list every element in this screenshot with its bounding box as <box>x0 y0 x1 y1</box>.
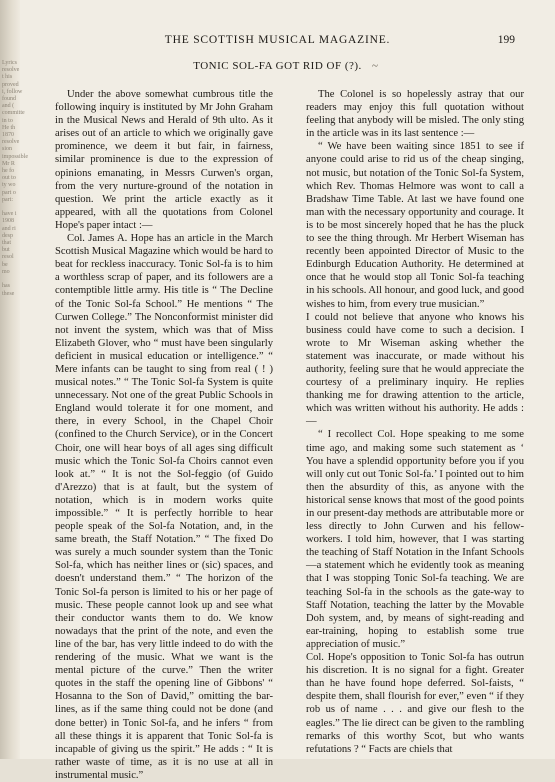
article-title: TONIC SOL-FA GOT RID OF (?). <box>193 60 362 72</box>
right-paragraph: “ I recollect Col. Hope speaking to me some time ago, and making some such statement as ‘ You have a splendid opportunity before you if you will only cut out Tonic Sol-fa.’ I pointed out to him then the absurdity of this, as anyone with the historical sense knows that most of the good points in our present-day methods are attributable more or less directly to John Curwen and his fellow-workers. I told him, however, that I was starting the teaching of Staff Notation in the Infant Schools—a statement which he evidently took as meaning that I was stopping Tonic Sol-fa teaching. We are teaching Sol-fa in the schools as the gate-way to Staff Notation, teaching the latter by the Movable Doh system, and, by means of sight-reading and ear-training, hoping to establish some true appreciation of music.” <box>306 429 524 650</box>
page-number: 199 <box>497 34 515 46</box>
running-head: THE SCOTTISH MUSICAL MAGAZINE. <box>164 34 391 46</box>
facing-page-margin-text: Lyrics resolve t his proved i, follow found and ( committe in to He th 1870 resolve sion impossible Mr R he fo out to ty wo part o part: have i 1908 and ri desp that but resol be mo has these <box>2 60 29 297</box>
right-paragraph: The Colonel is so hopelessly astray that our readers may enjoy this full quotation without feeling that anybody will be misled. The only sting in the article was in its last sentence :— <box>306 89 524 140</box>
left-paragraph: Col. James A. Hope has an article in the March Scottish Musical Magazine which would be hard to beat for reckless inaccuracy. Tonic Sol-fa is to him a worthless scrap of paper, and its followers are a contemptible little army. His title is “ The Decline of the Tonic Sol-fa School.” He mentions “ The Curwen College.” The Nonconformist minister did not invent the system, which was that of Miss Elizabeth Glover, who “ must have been singularly deficient in musical education or intelligence.” “ Mere infants can be taught to sing from real ( ! ) musical notes.” “ The Tonic Sol-fa System is quite unnecessary. Not one of the great Public Schools in England would tolerate it for one moment, and there, in every School, in the Chapel Choir (confined to the Church Service), or in the Concert Choir, one will hear boys of all ages sing difficult music which the Tonic Sol-fa Choirs cannot even look at.” “ It is not the Sol-feggio (of Guido d'Arezzo) that is at fault, but the system of notation, which is in modern works quite impossible.” “ It is perfectly horrible to hear people speak of the Sol-fa Notation, and, in the same breath, the Staff Notation.” “ The fixed Do was surely a much sounder system than the Tonic Sol-fa, which has neither lines or (sic) spaces, and doesn't understand them.” “ The horizon of the Tonic Sol-fa person is limited to his or her page of music. These people cannot look up and see what their conductor wants them to do. We know nowadays that the print of the note, and even the line of the bar, has very little indeed to do with the rendering of the music. What we want is the mental picture of the curve.” Then the writer quotes in the staff the opening line of Gibbons' “ Hosanna to the Son of David,” omitting the bar-lines, as if the same thing could not be done (and done better) in Tonic Sol-fa, and he infers “ from all these things it is apparent that Tonic Sol-fa is incapable of giving us the spirit.” He adds : “ It is rather waste of time, as it is no use at all in instrumental music.” <box>55 233 274 781</box>
title-ornament-mark: ~ <box>372 60 378 72</box>
left-paragraph: Under the above somewhat cumbrous title the following inquiry is instituted by Mr John Graham in the Musical News and Herald of 9th ulto. As it arises out of an article to which we originally gave prominence, we deem it but fair, in fairness, similar prominence is due to the expression of opinions emanating, in Messrs Curwen's organ, from the very nurture-ground of the notation in question. We print the article exactly as it appeared, with all the quotations from Colonel Hope's paper intact :— <box>55 89 273 231</box>
right-paragraph: “ We have been waiting since 1851 to see if anyone could arise to rid us of the cheap singing, not music, but notation of the Tonic Sol-fa System, which Rev. Thomas Helmore was wont to call a Bradshaw Time Table. At last we have found one man with the necessary opportunity and courage. It is to be most sincerely hoped that he has the pluck to see the thing through. Mr Herbert Wiseman has recently been appointed Director of Music to the Edinburgh Education Authority. He determined at once that he would stop all Tonic Sol-fa teaching in his schools. All honour, and good luck, and good wishes to him, from every true musician.” <box>306 141 524 310</box>
right-paragraph: Col. Hope's opposition to Tonic Sol-fa has outrun his discretion. It is no signal for a fight. Greater than he have found hope deferred. Sol-faists, “ despite them, shall flourish for ever,” even “ if they rob us of name . . . and give our flesh to the eagles.” The lie direct can be given to the rambling remarks of this worthy Scot, but who wants refutations ? “ Facts are chiels that <box>306 652 524 755</box>
left-column <box>55 88 273 782</box>
right-paragraph: I could not believe that anyone who knows his business could have come to such a decision. I wrote to Mr Wiseman asking whether the statement was inaccurate, or made without his authority, feeling sure that he would appreciate the courtesy of a preliminary inquiry. He replies thanking me for drawing attention to the article, which was written without his authority. He adds :— <box>306 311 524 428</box>
right-column <box>306 88 524 756</box>
binding-gutter <box>0 0 29 759</box>
